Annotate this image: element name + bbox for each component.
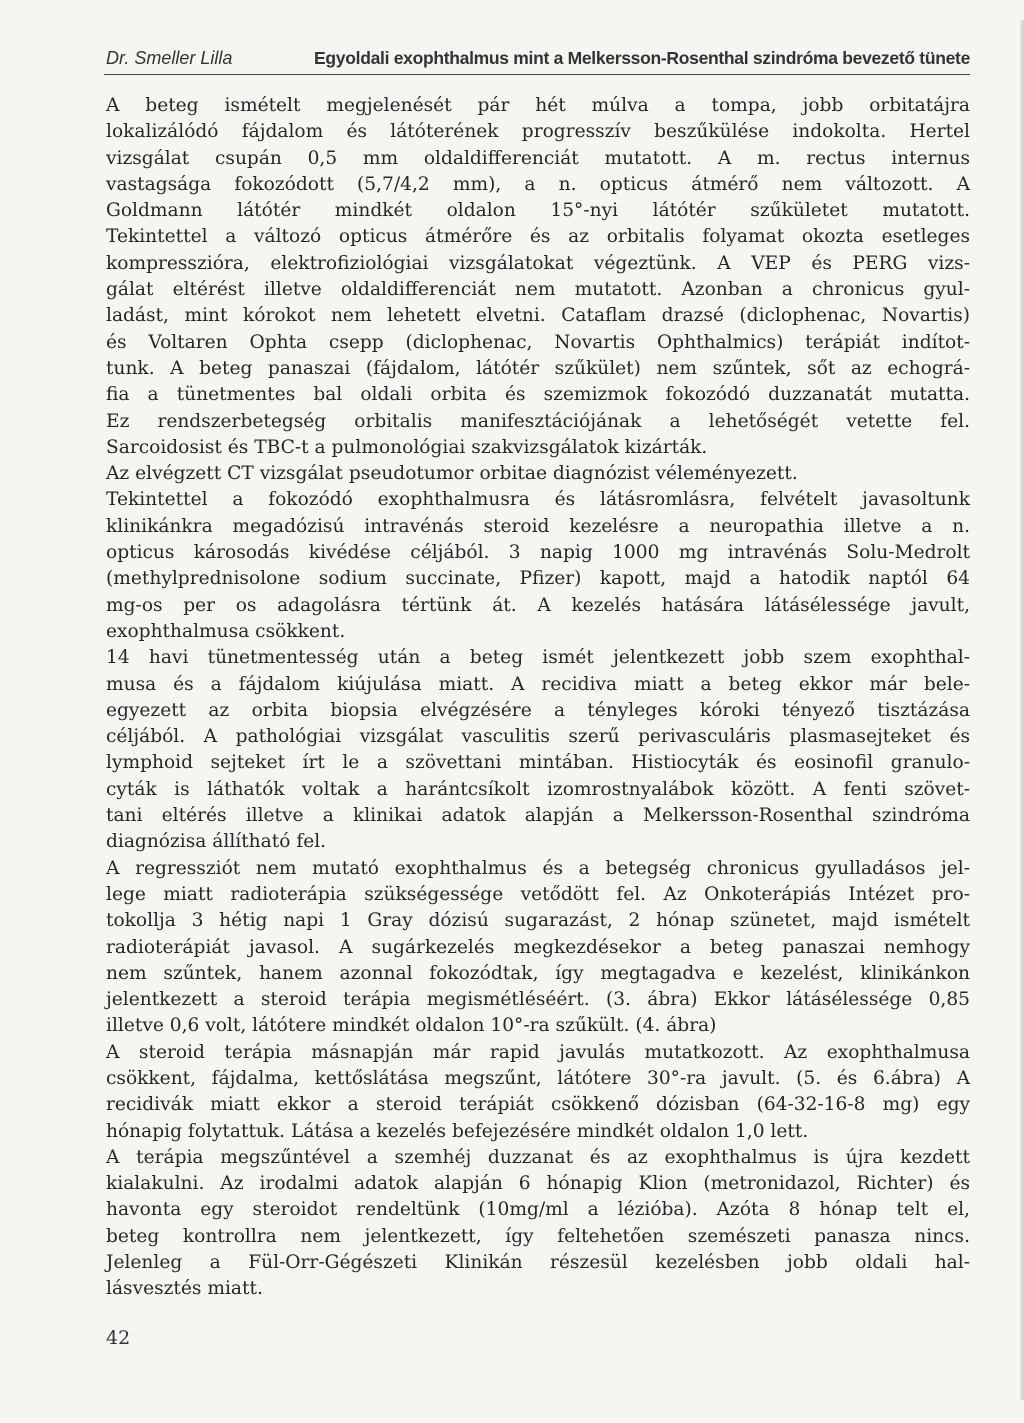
text-line: A terápia megszűntével a szemhéj duzzanat és az exophthalmus is újra kezdett bbox=[106, 1146, 970, 1168]
text-line: vizsgálat csupán 0,5 mm oldaldifferenciát mutatott. A m. rectus internus bbox=[106, 147, 970, 169]
text-line: céljából. A pathológiai vizsgálat vasculitis szerű perivasculáris plasmasejteket és bbox=[106, 726, 970, 748]
text-line: radioterápiát javasol. A sugárkezelés megkezdésekor a beteg panaszai nemhogy bbox=[106, 936, 970, 958]
header-title: Egyoldali exophthalmus mint a Melkersson-Rosenthal szindróma bevezető tünete bbox=[314, 48, 970, 68]
text-line: Tekintettel a változó opticus átmérőre és az orbitalis folyamat okozta esetleges bbox=[106, 226, 970, 248]
text-line: tokollja 3 hétig napi 1 Gray dózisú sugarazást, 2 hónap szünetet, majd ismételt bbox=[106, 910, 970, 932]
text-line: ladást, mint kórokot nem lehetett elvetni. Cataflam drazsé (diclophenac, Novartis) bbox=[106, 305, 970, 327]
text-line: cyták is láthatók voltak a harántcsíkolt izomrostnyalábok között. A fenti szövet- bbox=[106, 778, 970, 800]
text-line: kompresszióra, elektrofiziológiai vizsgálatokat végeztünk. A VEP és PERG vizs- bbox=[106, 252, 970, 274]
text-line: nem szűntek, hanem azonnal fokozódtak, így megtagadva e kezelést, klinikánkon bbox=[106, 962, 970, 984]
text-line: lymphoid sejteket írt le a szövettani mintában. Histiocyták és eosinofil granulo- bbox=[106, 752, 970, 774]
text-line: Tekintettel a fokozódó exophthalmusra és látásromlásra, felvételt javasoltunk bbox=[106, 489, 970, 511]
text-line: lokalizálódó fájdalom és látóterének progresszív beszűkülése indokolta. Hertel bbox=[106, 121, 970, 143]
text-line: (methylprednisolone sodium succinate, Pfizer) kapott, majd a hatodik naptól 64 bbox=[106, 568, 970, 590]
text-line: jelentkezett a steroid terápia megismétléséért. (3. ábra) Ekkor látásélessége 0,85 bbox=[106, 989, 970, 1011]
text-line: 14 havi tünetmentesség után a beteg ismét jelentkezett jobb szem exophthal- bbox=[106, 647, 970, 669]
text-line: Ez rendszerbetegség orbitalis manifesztációjának a lehetőségét vetette fel. bbox=[106, 410, 970, 432]
text-line: tunk. A beteg panaszai (fájdalom, látótér szűkület) nem szűntek, sőt az echográ- bbox=[106, 357, 970, 379]
text-line: kialakulni. Az irodalmi adatok alapján 6 hónapig Klion (metronidazol, Richter) és bbox=[106, 1173, 970, 1195]
text-line: lásvesztés miatt. bbox=[106, 1278, 263, 1300]
text-line: illetve 0,6 volt, látótere mindkét oldalon 10°-ra szűkült. (4. ábra) bbox=[106, 1015, 717, 1037]
text-line: hónapig folytattuk. Látása a kezelés befejezésére mindkét oldalon 1,0 lett. bbox=[106, 1120, 809, 1142]
text-line: Az elvégzett CT vizsgálat pseudotumor orbitae diagnózist véleményezett. bbox=[106, 463, 798, 485]
text-line: és Voltaren Ophta csepp (diclophenac, Novartis Ophthalmics) terápiát indítot- bbox=[106, 331, 970, 353]
text-line: Sarcoidosist és TBC-t a pulmonológiai szakvizsgálatok kizárták. bbox=[106, 436, 708, 458]
text-line: exophthalmusa csökkent. bbox=[106, 620, 346, 642]
page-number: 42 bbox=[106, 1327, 131, 1349]
text-line: A beteg ismételt megjelenését pár hét múlva a tompa, jobb orbitatájra bbox=[106, 95, 970, 116]
text-line: musa és a fájdalom kiújulása miatt. A recidiva miatt a beteg ekkor már bele- bbox=[106, 673, 970, 695]
text-line: recidivák miatt ekkor a steroid terápiát csökkenő dózisban (64-32-16-8 mg) egy bbox=[106, 1094, 970, 1116]
text-line: tani eltérés illetve a klinikai adatok alapján a Melkersson-Rosenthal szindróma bbox=[106, 805, 970, 827]
text-line: opticus károsodás kivédése céljából. 3 napig 1000 mg intravénás Solu-Medrolt bbox=[106, 542, 970, 564]
text-line: Goldmann látótér mindkét oldalon 15°-nyi látótér szűkületet mutatott. bbox=[106, 200, 970, 222]
text-line: Jelenleg a Fül-Orr-Gégészeti Klinikán részesül kezelésben jobb oldali hal- bbox=[106, 1252, 970, 1274]
article-body bbox=[106, 93, 970, 1303]
text-line: klinikánkra megadózisú intravénás steroid kezelésre a neuropathia illetve a n. bbox=[106, 515, 970, 537]
text-line: egyezett az orbita biopsia elvégzésére a tényleges kóroki tényező tisztázása bbox=[106, 699, 970, 721]
text-line: beteg kontrollra nem jelentkezett, így feltehetően szemészeti panasza nincs. bbox=[106, 1225, 970, 1247]
text-line: diagnózisa állítható fel. bbox=[106, 831, 327, 853]
running-header bbox=[104, 44, 970, 75]
text-line: lege miatt radioterápia szükségessége vetődött fel. Az Onkoterápiás Intézet pro- bbox=[106, 883, 970, 905]
text-line: mg-os per os adagolásra tértünk át. A kezelés hatására látásélessége javult, bbox=[106, 594, 970, 616]
text-line: A steroid terápia másnapján már rapid javulás mutatkozott. Az exophthalmusa bbox=[106, 1041, 970, 1063]
text-line: A regressziót nem mutató exophthalmus és a betegség chronicus gyulladásos jel- bbox=[106, 857, 970, 879]
text-line: csökkent, fájdalma, kettőslátása megszűnt, látótere 30°-ra javult. (5. és 6.ábra) A bbox=[106, 1067, 970, 1089]
text-line: vastagsága fokozódott (5,7/4,2 mm), a n. opticus átmérő nem változott. A bbox=[106, 173, 970, 195]
text-line: havonta egy steroidot rendeltünk (10mg/ml a lézióba). Azóta 8 hónap telt el, bbox=[106, 1199, 970, 1221]
page-edge bbox=[1020, 20, 1024, 1400]
header-author: Dr. Smeller Lilla bbox=[106, 48, 233, 68]
text-line: fia a tünetmentes bal oldali orbita és szemizmok fokozódó duzzanatát mutatta. bbox=[106, 384, 970, 406]
text-line: gálat eltérést illetve oldaldifferenciát nem mutatott. Azonban a chronicus gyul- bbox=[106, 279, 970, 301]
